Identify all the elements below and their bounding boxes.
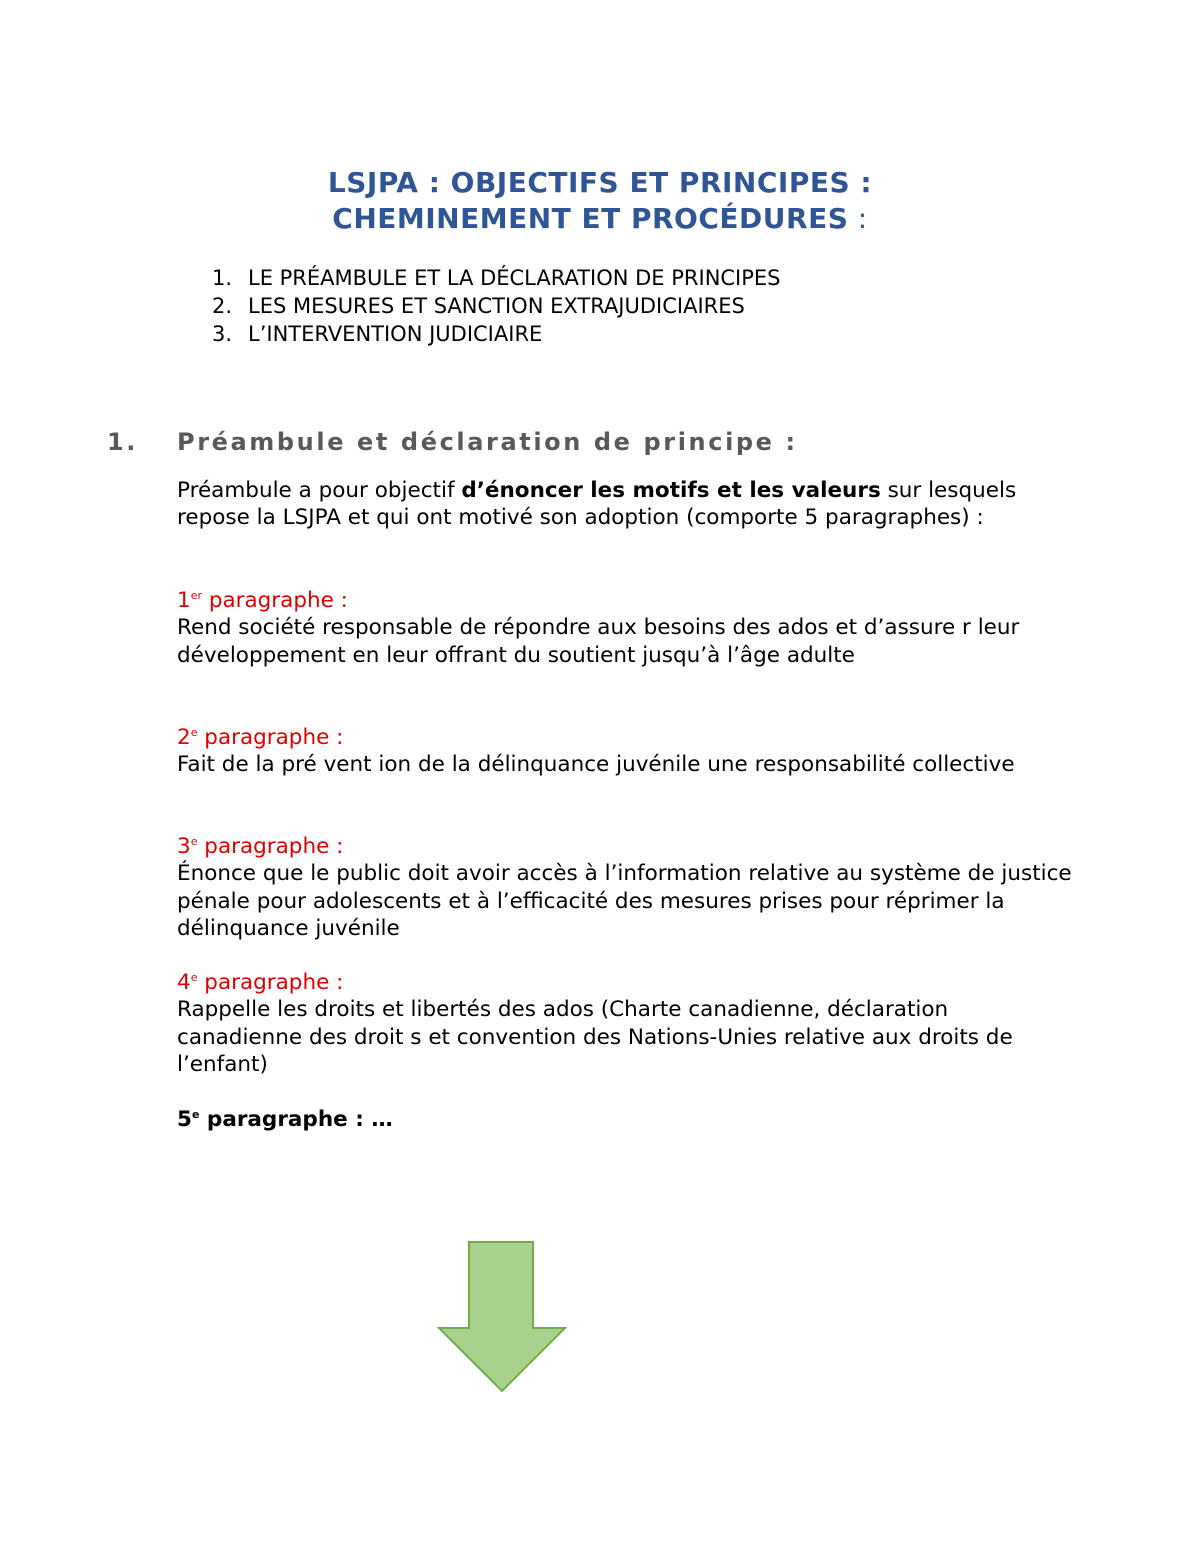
- paragraph-label-text: paragraphe :: [197, 970, 344, 995]
- paragraph-item-5: [177, 1106, 1077, 1133]
- down-arrow-icon: [436, 1240, 568, 1394]
- paragraph-label: [177, 1106, 1077, 1133]
- table-of-contents: [212, 264, 781, 348]
- paragraph-item-1: [177, 587, 1077, 669]
- toc-number: 1.: [212, 266, 233, 290]
- intro-paragraph: [177, 477, 1077, 532]
- paragraph-label-ordinal: e: [191, 1107, 200, 1121]
- toc-item: [212, 292, 781, 320]
- paragraph-label: [177, 833, 1077, 860]
- paragraph-label-text: paragraphe : …: [199, 1107, 393, 1132]
- paragraph-label-ordinal: e: [190, 725, 198, 739]
- down-arrow-shape: [439, 1242, 565, 1391]
- section-title: Préambule et déclaration de principe :: [177, 428, 798, 456]
- title-line2-colon: :: [848, 202, 868, 235]
- intro-text-start: Préambule a pour objectif: [177, 478, 462, 503]
- paragraph-label-number: 5: [177, 1107, 192, 1132]
- paragraph-label-ordinal: e: [190, 834, 198, 848]
- paragraph-text: Rend société responsable de répondre aux besoins des ados et d’assure r leur développement en leur offrant du soutient jusqu’à l’âge adulte: [177, 615, 1020, 668]
- intro-text-end: sur lesquels repose la LSJPA et qui ont motivé son adoption (comporte 5 paragraphes) :: [177, 478, 1017, 531]
- paragraph-item-2: [177, 724, 1077, 779]
- title-line2-text: CHEMINEMENT ET PROCÉDURES: [332, 202, 849, 235]
- paragraph-label-number: 2: [177, 725, 191, 750]
- paragraph-label: [177, 724, 1077, 751]
- paragraph-item-3: [177, 833, 1077, 943]
- document-title-line2: [0, 202, 1200, 235]
- toc-label: LE PRÉAMBULE ET LA DÉCLARATION DE PRINCIPES: [248, 266, 781, 290]
- paragraph-text: Rappelle les droits et libertés des ados (Charte canadienne, déclaration canadienne des droit s et convention des Nations-Unies relative aux droits de l’enfant): [177, 997, 1013, 1078]
- section-number: 1.: [107, 428, 139, 456]
- paragraph-label: [177, 969, 1077, 996]
- paragraph-text: Énonce que le public doit avoir accès à l’information relative au système de justice pénale pour adolescents et à l’efficacité des mesures prises pour réprimer la délinquance juvénile: [177, 861, 1072, 942]
- toc-label: L’INTERVENTION JUDICIAIRE: [248, 322, 543, 346]
- section-heading: [107, 428, 798, 456]
- paragraph-label-text: paragraphe :: [197, 834, 344, 859]
- paragraph-label-text: paragraphe :: [201, 588, 348, 613]
- toc-item: [212, 320, 781, 348]
- toc-label: LES MESURES ET SANCTION EXTRAJUDICIAIRES: [248, 294, 745, 318]
- toc-number: 2.: [212, 294, 233, 318]
- paragraph-item-4: [177, 969, 1077, 1079]
- document-title-line1: LSJPA : OBJECTIFS ET PRINCIPES :: [327, 166, 873, 199]
- paragraph-label-number: 1: [177, 588, 191, 613]
- intro-emphasis: d’énoncer les motifs et les valeurs: [461, 478, 881, 503]
- paragraph-text: Fait de la pré vent ion de la délinquance juvénile une responsabilité collective: [177, 752, 1015, 778]
- paragraph-label-number: 3: [177, 834, 191, 859]
- paragraph-label-text: paragraphe :: [197, 725, 344, 750]
- toc-number: 3.: [212, 322, 233, 346]
- toc-item: [212, 264, 781, 292]
- paragraph-label: [177, 587, 1077, 614]
- paragraph-label-ordinal: e: [190, 970, 198, 984]
- paragraph-label-ordinal: er: [190, 588, 202, 602]
- paragraph-label-number: 4: [177, 970, 191, 995]
